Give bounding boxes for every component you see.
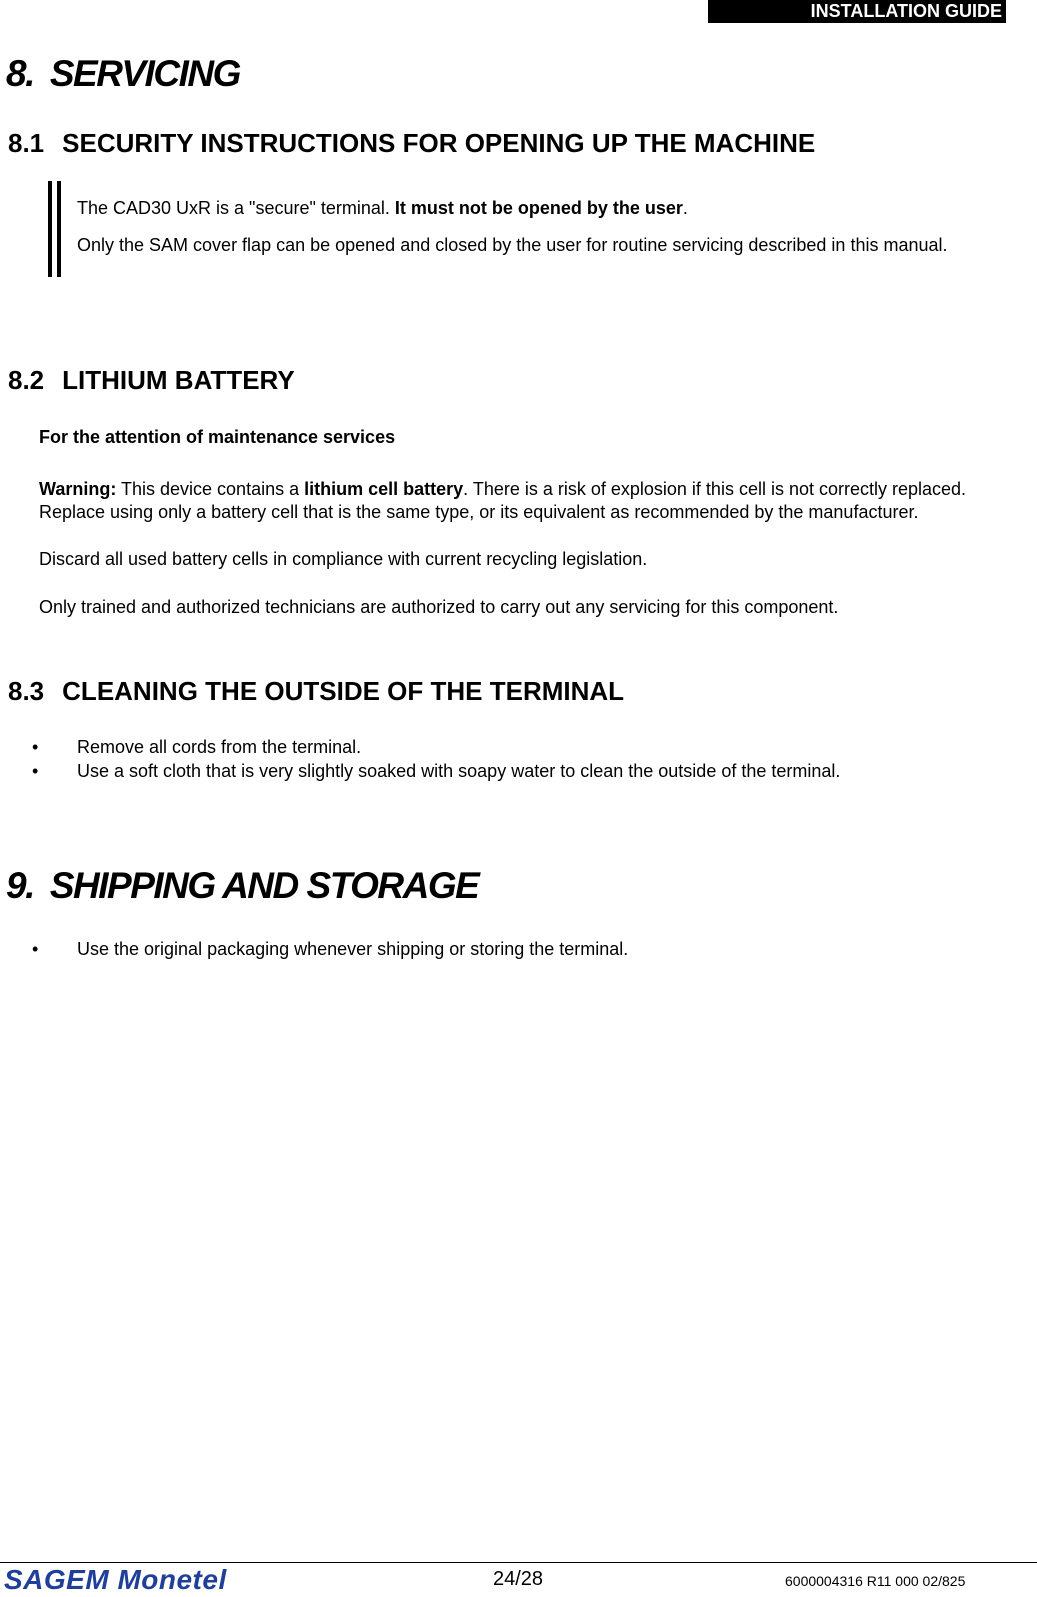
section-8-3-title: CLEANING THE OUTSIDE OF THE TERMINAL bbox=[62, 676, 625, 706]
section-9-number: 9. bbox=[6, 865, 34, 906]
notice-bar-left bbox=[48, 181, 52, 277]
notice-bar-right bbox=[57, 181, 61, 277]
security-notice-text: The CAD30 UxR is a "secure" terminal. bbox=[77, 198, 395, 218]
list-item bbox=[32, 937, 628, 961]
page-number: 24/28 bbox=[493, 1568, 544, 1590]
security-notice-bold: It must not be opened by the user bbox=[394, 198, 683, 218]
section-8-1-heading bbox=[8, 128, 815, 159]
company-logo: SAGEM Monetel bbox=[4, 1564, 227, 1595]
trained-technicians-note: Only trained and authorized technicians are authorized to carry out any servicing for this component. bbox=[39, 597, 839, 617]
list-item bbox=[32, 735, 361, 759]
security-notice-end: . bbox=[682, 198, 688, 218]
discard-note: Discard all used battery cells in compliance with current recycling legislation. bbox=[39, 549, 648, 569]
list-item bbox=[32, 759, 840, 783]
list-item-text: Use the original packaging whenever shipping or storing the terminal. bbox=[77, 939, 629, 959]
section-8-3-heading bbox=[8, 676, 624, 707]
document-header-label: INSTALLATION GUIDE bbox=[708, 0, 1006, 23]
warning-text-1: This device contains a bbox=[116, 479, 305, 499]
section-8-number: 8. bbox=[6, 53, 34, 94]
section-8-title: SERVICING bbox=[49, 53, 240, 94]
list-item-text: Remove all cords from the terminal. bbox=[77, 737, 362, 757]
warning-bold: lithium cell battery bbox=[304, 479, 464, 499]
section-8-1-number: 8.1 bbox=[8, 128, 45, 158]
footer-rule bbox=[0, 1562, 1037, 1563]
warning-text-2: . There is a risk of explosion if this cell is not correctly replaced. Replace using only a battery cell that is the same type, or its equivalent as recommended by the manufacturer. bbox=[39, 479, 967, 522]
security-notice-line-1 bbox=[77, 197, 1012, 220]
warning-label: Warning: bbox=[39, 479, 117, 499]
bullet-glyph: • bbox=[32, 761, 39, 781]
security-notice-line-2: Only the SAM cover flap can be opened and closed by the user for routine servicing described in this manual. bbox=[77, 235, 948, 255]
section-9-heading bbox=[6, 865, 478, 907]
section-8-1-title: SECURITY INSTRUCTIONS FOR OPENING UP THE MACHINE bbox=[62, 128, 816, 158]
section-8-2-number: 8.2 bbox=[8, 365, 45, 395]
bullet-glyph: • bbox=[32, 939, 39, 959]
section-8-2-heading bbox=[8, 365, 295, 396]
section-8-3-number: 8.3 bbox=[8, 676, 45, 706]
bullet-glyph: • bbox=[32, 737, 39, 757]
attention-note: For the attention of maintenance services bbox=[39, 427, 396, 447]
section-8-2-title: LITHIUM BATTERY bbox=[62, 365, 295, 395]
section-9-title: SHIPPING AND STORAGE bbox=[49, 865, 479, 906]
document-reference: 6000004316 R11 000 02/825 bbox=[785, 1573, 966, 1589]
section-8-heading bbox=[6, 53, 240, 95]
list-item-text: Use a soft cloth that is very slightly soaked with soapy water to clean the outside of the terminal. bbox=[77, 761, 841, 781]
battery-warning bbox=[39, 478, 1011, 524]
